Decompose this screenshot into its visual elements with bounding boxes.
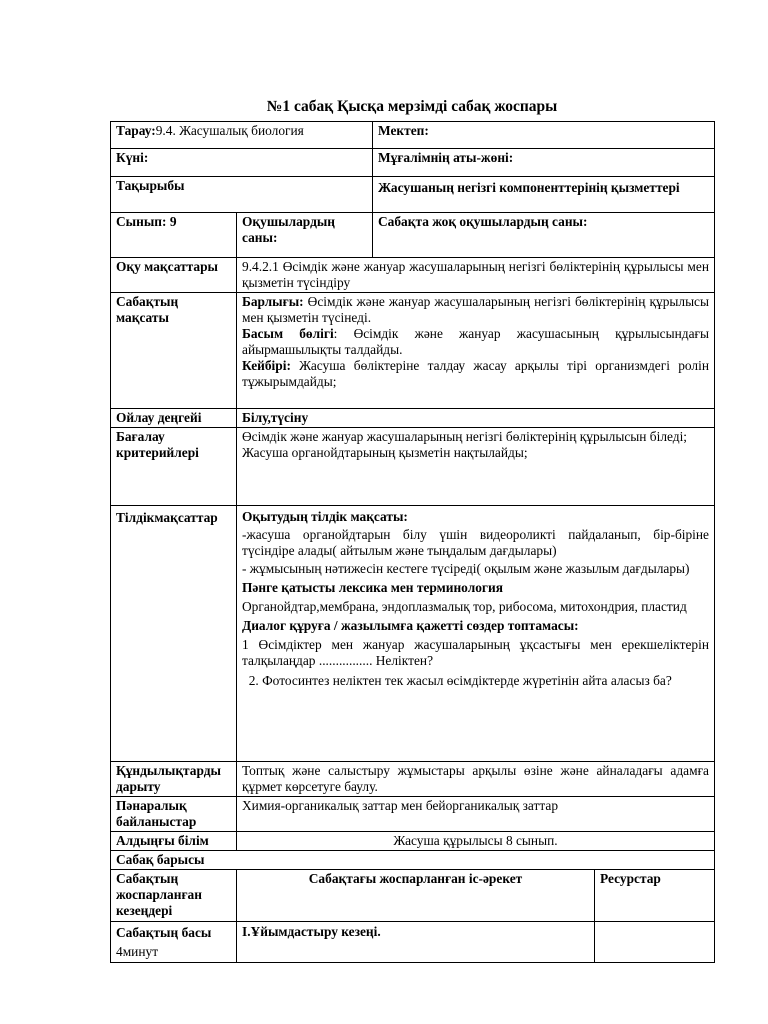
learning-goals-text: 9.4.2.1 Өсімдік және жануар жасушаларының негізгі бөліктерінің құрылысы мен қызметін түсіндіру [237, 258, 715, 293]
stages-header-stage: Сабақтың жоспарланған кезеңдері [111, 870, 237, 922]
school-label: Мектеп: [373, 122, 715, 149]
language-goal-1: -жасуша органойдтарын білу үшін видеороликті пайдаланып, бір-біріне түсіндіре алады( айтылым және тыңдалым дағдылары) [242, 527, 710, 558]
language-heading: Оқытудың тілдік мақсаты: [242, 509, 408, 524]
thinking-level-label: Ойлау деңгейі [111, 409, 237, 428]
section-label: Тарау: [116, 123, 156, 138]
row-thinking-level [111, 409, 715, 428]
lesson-start-resources [595, 922, 715, 963]
lesson-plan-table [110, 121, 715, 963]
lesson-goals-label: Сабақтың мақсаты [111, 293, 237, 409]
values-text: Топтық және салыстыру жұмыстары арқылы өзіне және айналадағы адамға құрмет көрсетуге баулу. [237, 762, 715, 797]
language-goals-label: Тілдікмақсаттар [111, 506, 237, 762]
row-cross-curricular [111, 797, 715, 832]
goal-all [242, 294, 709, 326]
teacher-label: Мұғалімнің аты-жөні: [373, 149, 715, 177]
goal-most-text: : Өсімдік және жануар жасушасының құрылысындағы айырмашылықты талдайды. [242, 326, 710, 357]
stages-header-activity: Сабақтағы жоспарланған іс-әрекет [237, 870, 595, 922]
criteria-line-1: Өсімдік және жануар жасушаларының негізгі бөліктерінің құрылысын біледі; [242, 429, 688, 444]
thinking-level-value: Білу,түсіну [237, 409, 715, 428]
row-values [111, 762, 715, 797]
prior-knowledge-text: Жасуша құрылысы 8 сынып. [237, 832, 715, 851]
lesson-start-time: 4минут [116, 944, 159, 959]
language-goals-cell [237, 506, 715, 762]
vocabulary-heading: Пәнге қатысты лексика мен терминология [242, 580, 503, 595]
cross-curricular-text: Химия-органикалық заттар мен бейорганикалық заттар [237, 797, 715, 832]
row-lesson-course [111, 851, 715, 870]
lesson-start-label: Сабақтың басы [116, 925, 212, 940]
absent-count-label: Сабақта жоқ оқушылардың саны: [373, 213, 715, 258]
stages-header-resources: Ресурстар [595, 870, 715, 922]
vocabulary-text: Органойдтар,мембрана, эндоплазмалық тор, рибосома, митохондрия, пластид [242, 599, 687, 614]
row-learning-goals [111, 258, 715, 293]
goal-most [242, 326, 709, 358]
criteria-cell [237, 428, 715, 506]
lesson-start-cell [111, 922, 237, 963]
criteria-label: Бағалау критерийлері [111, 428, 237, 506]
topic-label: Тақырыбы [111, 177, 373, 213]
dialog-question-2: 2. Фотосинтез неліктен тек жасыл өсімдіктерде жүретінін айта аласыз ба? [242, 673, 672, 688]
criteria-line-2: Жасуша органойдтарының қызметін нақтылайды; [242, 445, 528, 460]
goal-most-label: Басым бөлігі [242, 326, 334, 341]
row-lesson-start [111, 922, 715, 963]
lesson-start-activity: І.Ұйымдастыру кезеңі. [237, 922, 595, 963]
section-value: 9.4. Жасушалық биология [155, 123, 304, 138]
grade-label: Сынып: 9 [111, 213, 237, 258]
goal-all-text: Өсімдік және жануар жасушаларының негізгі бөліктерінің құрылысы мен қызметін түсінеді. [242, 294, 710, 325]
row-class [111, 213, 715, 258]
topic-value: Жасушаның негізгі компоненттерінің қызметтері [373, 177, 715, 213]
row-date-teacher [111, 149, 715, 177]
page-title: №1 сабақ Қысқа мерзімді сабақ жоспары [266, 98, 558, 115]
goal-some [242, 358, 709, 390]
prior-knowledge-label: Алдыңғы білім [111, 832, 237, 851]
values-label: Құндылықтарды дарыту [111, 762, 237, 797]
goal-all-label: Барлығы: [242, 294, 304, 309]
language-goal-2: - жұмысының нәтижесін кестеге түсіреді( оқылым және жазылым дағдылары) [242, 561, 690, 576]
dialog-heading: Диалог құруға / жазылымға қажетті сөздер топтамасы: [242, 618, 579, 633]
goal-some-label: Кейбірі: [242, 358, 291, 373]
row-topic [111, 177, 715, 213]
row-stages-header [111, 870, 715, 922]
section-cell [111, 122, 373, 149]
present-count-label: Оқушылардың саны: [237, 213, 373, 258]
learning-goals-label: Оқу мақсаттары [111, 258, 237, 293]
cross-curricular-label: Пәнаралық байланыстар [111, 797, 237, 832]
goal-some-text: Жасуша бөліктеріне талдау жасау арқылы тірі организмдегі ролін тұжырымдайды; [242, 358, 709, 389]
dialog-question-1: 1 Өсімдіктер мен жануар жасушаларының ұқсастығы мен ерекшеліктерін талқылаңдар ................ Неліктен? [242, 637, 710, 668]
row-criteria [111, 428, 715, 506]
row-section-school [111, 122, 715, 149]
lesson-course-label: Сабақ барысы [111, 851, 715, 870]
row-prior-knowledge [111, 832, 715, 851]
lesson-goals-cell [237, 293, 715, 409]
row-lesson-goals [111, 293, 715, 409]
row-language-goals [111, 506, 715, 762]
date-label: Күні: [111, 149, 373, 177]
